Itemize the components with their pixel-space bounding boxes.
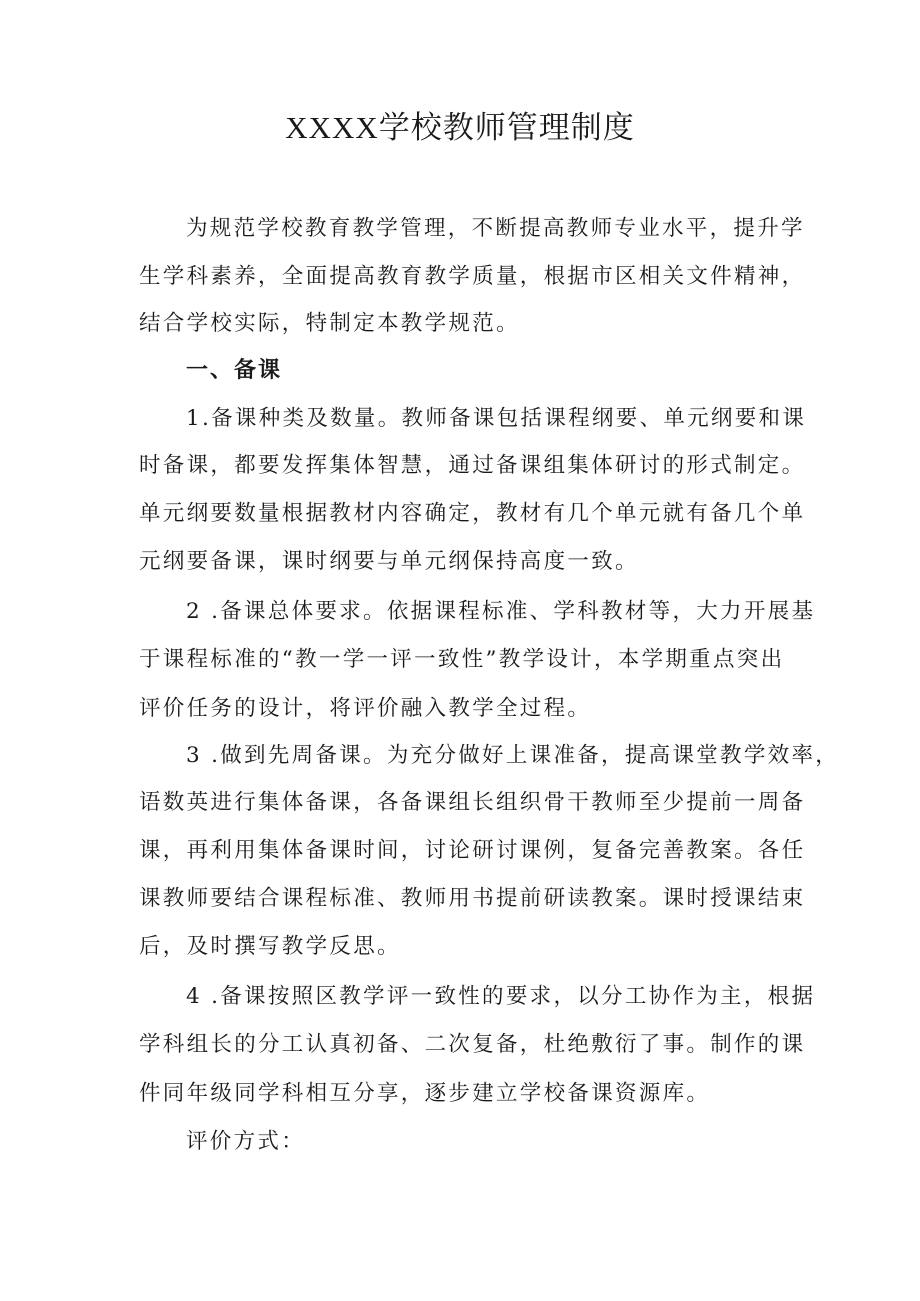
item2-line: 评价任务的设计，将评价融入教学全过程。 (139, 696, 592, 721)
item4-line: 4 .备课按照区教学评一致性的要求，以分工协作为主，根据 (186, 984, 816, 1009)
intro-line: 生学科素养，全面提高教育教学质量，根据市区相关文件精神， (139, 264, 806, 289)
title-main: 学校教师管理制度 (378, 110, 635, 146)
item1-line: 时备课，都要发挥集体智慧，通过备课组集体研讨的形式制定。 (139, 453, 806, 478)
item3-line: 3 .做到先周备课。为充分做好上课准备，提高课堂教学效率， (186, 743, 840, 768)
item1-line: 单元纲要数量根据教材内容确定，教材有几个单元就有备几个单 (139, 501, 806, 526)
intro-line: 结合学校实际，特制定本教学规范。 (139, 311, 520, 336)
intro-line: 为规范学校教育教学管理，不断提高教师专业水平，提升学 (186, 216, 805, 241)
item1-line: 1.备课种类及数量。教师备课包括课程纲要、单元纲要和课 (186, 406, 807, 431)
item2-line: 于课程标准的“教一学一评一致性”教学设计，本学期重点突出 (139, 647, 785, 672)
item4-line: 件同年级同学科相互分享，逐步建立学校备课资源库。 (139, 1081, 711, 1106)
document-title (0, 104, 920, 152)
item4-line: 学科组长的分工认真初备、二次复备，杜绝敷衍了事。制作的课 (139, 1032, 806, 1057)
item1-line: 元纲要备课，课时纲要与单元纲保持高度一致。 (139, 549, 639, 574)
item3-line: 语数英进行集体备课，各备课组长组织骨干教师至少提前一周备 (139, 790, 806, 815)
section-heading: 一、备课 (186, 358, 283, 383)
item3-line: 课，再利用集体备课时间，讨论研讨课例，复备完善教案。各任 (139, 838, 806, 863)
title-prefix: XXXX (285, 110, 379, 145)
item3-line: 后，及时撰写教学反思。 (139, 934, 401, 959)
item2-line: 2 .备课总体要求。依据课程标准、学科教材等，大力开展基 (186, 599, 816, 624)
evaluation-label: 评价方式： (186, 1129, 306, 1154)
item3-line: 课教师要结合课程标准、教师用书提前研读教案。课时授课结束 (139, 886, 806, 911)
